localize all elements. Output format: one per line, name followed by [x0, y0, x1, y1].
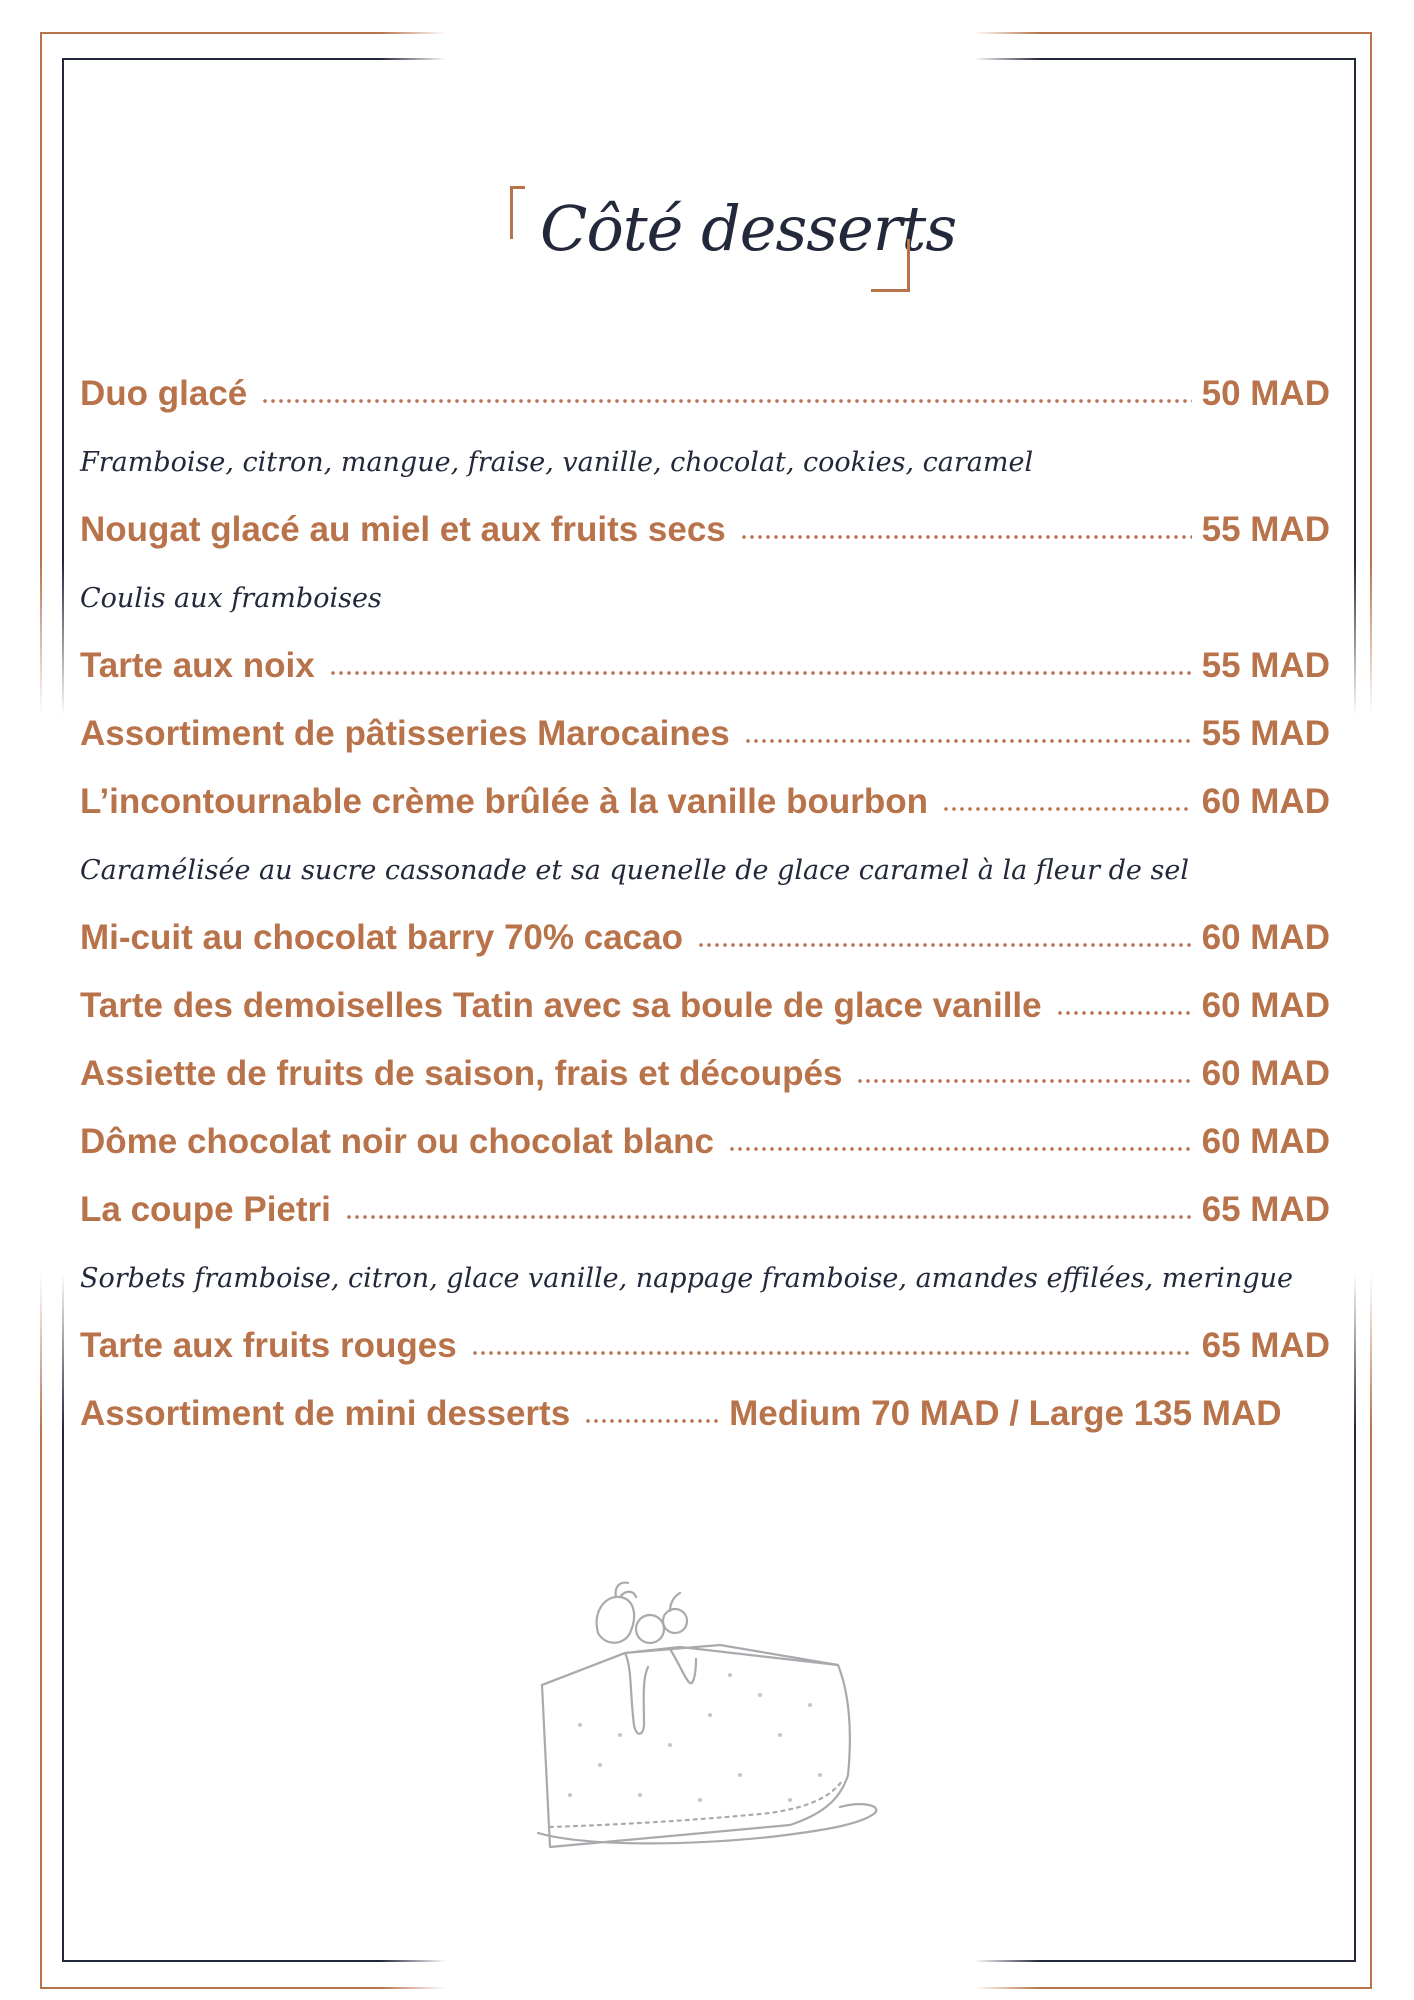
item-price: 55 MAD	[1201, 714, 1330, 753]
item-name: L’incontournable crème brûlée à la vanille bourbon	[80, 782, 928, 821]
menu-item	[80, 700, 1330, 768]
item-price: 65 MAD	[1201, 1326, 1330, 1365]
item-name: Duo glacé	[80, 374, 248, 413]
item-price: 60 MAD	[1201, 918, 1330, 957]
dot-leader	[1056, 1011, 1192, 1015]
menu-item	[80, 1108, 1330, 1176]
menu-item	[80, 972, 1330, 1040]
item-name: Tarte aux fruits rouges	[80, 1326, 457, 1365]
item-name: Assiette de fruits de saison, frais et découpés	[80, 1054, 843, 1093]
menu-item	[80, 632, 1330, 700]
frame-gap-right	[1348, 560, 1380, 1430]
dot-leader	[740, 535, 1192, 539]
dot-leader	[728, 1147, 1192, 1151]
item-description: Sorbets framboise, citron, glace vanille, nappage framboise, amandes effilées, meringue	[80, 1262, 1293, 1294]
item-description: Framboise, citron, mangue, fraise, vanille, chocolat, cookies, caramel	[80, 446, 1034, 478]
item-price: 60 MAD	[1201, 986, 1330, 1025]
title-corner-bottom-right	[871, 239, 910, 292]
item-name: La coupe Pietri	[80, 1190, 331, 1229]
menu-item	[80, 1312, 1330, 1380]
item-name: Tarte aux noix	[80, 646, 315, 685]
frame-gap-top	[380, 26, 1040, 66]
item-price: 55 MAD	[1201, 510, 1330, 549]
item-description: Caramélisée au sucre cassonade et sa quenelle de glace caramel à la fleur de sel	[80, 854, 1189, 886]
title-block	[510, 186, 957, 292]
dot-leader	[942, 807, 1192, 811]
dot-leader	[584, 1419, 719, 1423]
dot-leader	[744, 739, 1192, 743]
item-name: Assortiment de mini desserts	[80, 1394, 571, 1433]
page-title: Côté desserts	[540, 192, 957, 265]
frame-gap-bottom	[380, 1955, 1040, 1995]
item-price: 60 MAD	[1201, 1122, 1330, 1161]
item-name: Mi-cuit au chocolat barry 70% cacao	[80, 918, 683, 957]
item-name: Tarte des demoiselles Tatin avec sa boule de glace vanille	[80, 986, 1042, 1025]
dot-leader	[856, 1079, 1191, 1083]
item-price: 50 MAD	[1201, 374, 1330, 413]
menu-item	[80, 904, 1330, 972]
dot-leader	[471, 1351, 1192, 1355]
frame-gap-left	[36, 560, 68, 1430]
item-price: 60 MAD	[1201, 782, 1330, 821]
dot-leader	[697, 943, 1192, 947]
dot-leader	[329, 671, 1192, 675]
title-corner-top-left	[510, 186, 525, 239]
item-price: 65 MAD	[1201, 1190, 1330, 1229]
dessert-menu	[80, 360, 1330, 1448]
dot-leader	[345, 1215, 1192, 1219]
item-name: Dôme chocolat noir ou chocolat blanc	[80, 1122, 714, 1161]
item-price: 60 MAD	[1201, 1054, 1330, 1093]
menu-item	[80, 1040, 1330, 1108]
menu-item	[80, 496, 1330, 564]
menu-item	[80, 1380, 1330, 1448]
item-price: Medium 70 MAD / Large 135 MAD	[729, 1394, 1282, 1433]
menu-item	[80, 768, 1330, 836]
item-price: 55 MAD	[1201, 646, 1330, 685]
menu-item	[80, 360, 1330, 428]
item-description: Coulis aux framboises	[80, 582, 382, 614]
dot-leader	[261, 399, 1191, 403]
item-name: Nougat glacé au miel et aux fruits secs	[80, 510, 726, 549]
menu-item	[80, 1176, 1330, 1244]
cake-slice-illustration	[520, 1575, 900, 1875]
item-name: Assortiment de pâtisseries Marocaines	[80, 714, 730, 753]
